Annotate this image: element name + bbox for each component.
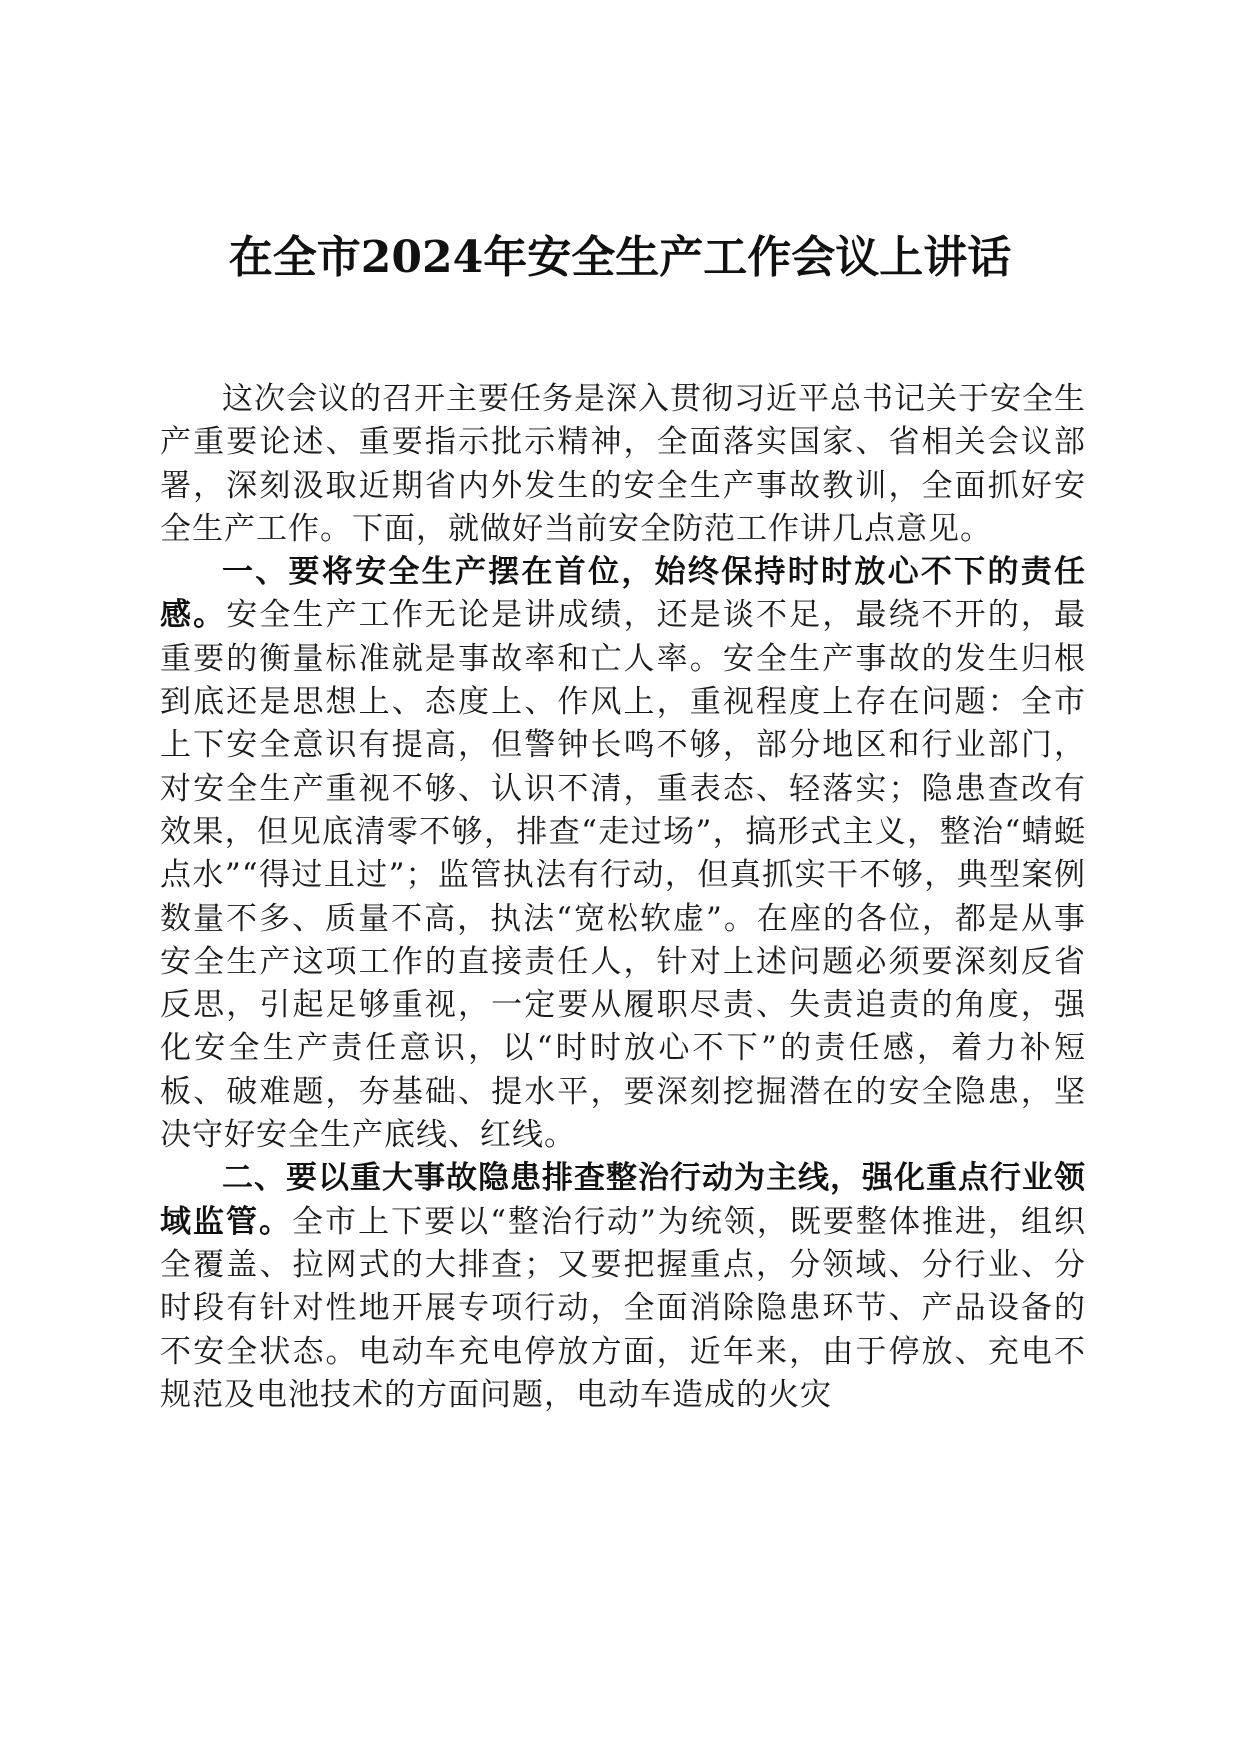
section-paragraph [160, 1157, 1086, 1417]
section-body: 安全生产工作无论是讲成绩，还是谈不足，最绕不开的，最重要的衡量标准就是事故率和亡人率。安全生产事故的发生归根到底还是思想上、态度上、作风上，重视程度上存在问题：全市上下安全意识有提高，但警钟长鸣不够，部分地区和行业部门，对安全生产重视不够、认识不清，重表态、轻落实；隐患查改有效果，但见底清零不够，排查“走过场”，搞形式主义，整治“蜻蜓点水”“得过且过”；监管执法有行动，但真抓实干不够，典型案例数量不多、质量不高，执法“宽松软虚”。在座的各位，都是从事安全生产这项工作的直接责任人，针对上述问题必须要深刻反省反思，引起足够重视，一定要从履职尽责、失责追责的角度，强化安全生产责任意识，以“时时放心不下”的责任感，着力补短板、破难题，夯基础、提水平，要深刻挖掘潜在的安全隐患，坚决守好安全生产底线、红线。 [160, 597, 1087, 1154]
section-heading: 二、要以重大事故隐患排查整治行动为主线，强化重点行业领域监管。 [160, 1160, 1086, 1240]
section-body: 全市上下要以“整治行动”为统领，既要整体推进，组织全覆盖、拉网式的大排查；又要把握重点，分领域、分行业、分时段有针对性地开展专项行动，全面消除隐患环节、产品设备的不安全状态。电动车充电停放方面，近年来，由于停放、充电不规范及电池技术的方面问题，电动车造成的火灾 [160, 1203, 1086, 1413]
section-heading: 一、要将安全生产摆在首位，始终保持时时放心不下的责任感。 [160, 554, 1086, 634]
section-paragraph [160, 551, 1086, 1157]
intro-paragraph: 这次会议的召开主要任务是深入贯彻习近平总书记关于安全生产重要论述、重要指示批示精神，全面落实国家、省相关会议部署，深刻汲取近期省内外发生的安全生产事故教训，全面抓好安全生产工作。下面，就做好当前安全防范工作讲几点意见。 [160, 381, 1086, 547]
document-title: 在全市2024年安全生产工作会议上讲话 [228, 232, 1012, 283]
document-body [160, 378, 1086, 1417]
